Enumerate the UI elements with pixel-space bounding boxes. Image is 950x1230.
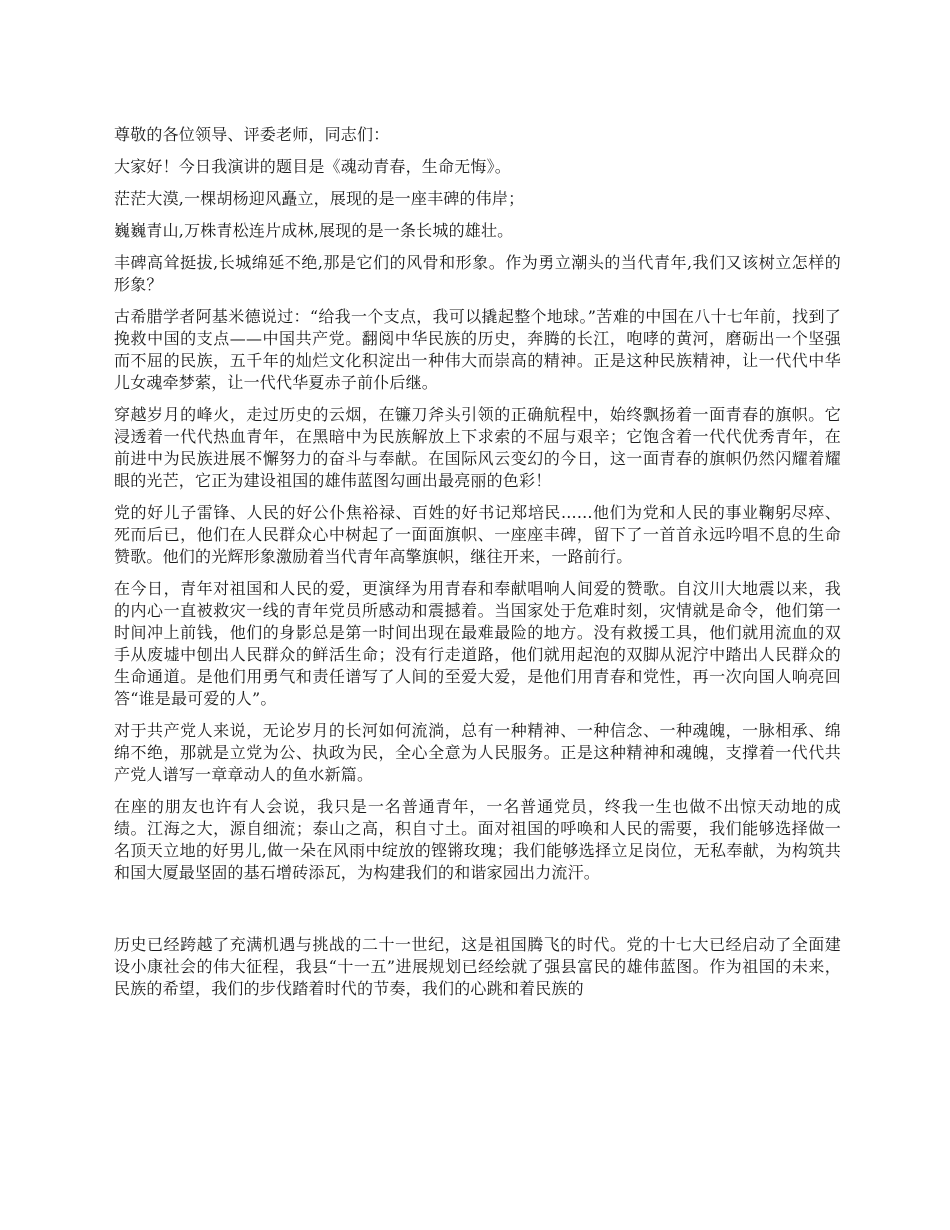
paragraph: 茫茫大漠,一棵胡杨迎风矗立，展现的是一座丰碑的伟岸； [114, 189, 525, 208]
salutation: 尊敬的各位领导、评委老师，同志们： [114, 125, 390, 144]
paragraph: 在今日，青年对祖国和人民的爱，更演绎为用青春和奉献唱响人间爱的赞歌。自汶川大地震以来，我的内心一直被救灾一线的青年党员所感动和震撼着。当国家处于危难时刻，灾情就是命令，他们第一时间冲上前钱，他们的身影总是第一时间出现在最难最险的地方。没有救援工具，他们就用流血的双手从废墟中刨出人民群众的鲜活生命；没有行走道路，他们就用起泡的双脚从泥泞中踏出人民群众的生命通道。是他们用勇气和责任谱写了人间的至爱大爱，是他们用青春和党性，再一次向国人响亮回答“谁是最可爱的人”。 [114, 579, 841, 708]
document-body [114, 124, 841, 1010]
paragraph: 巍巍青山,万株青松连片成林,展现的是一条长城的雄壮。 [114, 221, 514, 240]
speech-title-line: 大家好！今日我演讲的题目是《魂动青春，生命无悔》。 [114, 157, 512, 176]
paragraph: 穿越岁月的峰火，走过历史的云烟，在镰刀斧头引领的正确航程中，始终飘扬着一面青春的旗帜。它浸透着一代代热血青年，在黑暗中为民族解放上下求索的不屈与艰辛；它饱含着一代代优秀青年，在前进中为民族进展不懈努力的奋斗与奉献。在国际风云变幻的今日，这一面青春的旗帜仍然闪耀着耀眼的光芒，它正为建设祖国的雄伟蓝图勾画出最亮丽的色彩！ [114, 405, 841, 490]
paragraph: 党的好儿子雷锋、人民的好公仆焦裕禄、百姓的好书记郑培民......他们为党和人民的事业鞠躬尽瘁、死而后已，他们在人民群众心中树起了一面面旗帜、一座座丰碑，留下了一首首永远吟唱不息的生命赞歌。他们的光辉形象激励着当代青年高擎旗帜，继往开来，一路前行。 [114, 503, 841, 566]
paragraph: 在座的朋友也许有人会说，我只是一名普通青年，一名普通党员，终我一生也做不出惊天动地的成绩。江海之大，源自细流；泰山之高，积自寸土。面对祖国的呼唤和人民的需要，我们能够选择做一名顶天立地的好男儿,做一朵在风雨中绽放的铿锵玫瑰；我们能够选择立足岗位，无私奉献，为构筑共和国大厦最坚固的基石增砖添瓦，为构建我们的和谐家园出力流汗。 [114, 797, 841, 882]
paragraph: 古希腊学者阿基米德说过：“给我一个支点，我可以撬起整个地球。”苦难的中国在八十七年前，找到了挽救中国的支点——中国共产党。翻阅中华民族的历史，奔腾的长江，咆哮的黄河，磨砺出一个坚强而不屈的民族，五千年的灿烂文化积淀出一种伟大而崇高的精神。正是这种民族精神，让一代代中华儿女魂牵梦萦，让一代代华夏赤子前仆后继。 [114, 307, 841, 392]
paragraph: 丰碑高耸挺拔,长城绵延不绝,那是它们的风骨和形象。作为勇立潮头的当代青年,我们又该树立怎样的形象？ [114, 253, 841, 294]
paragraph: 历史已经跨越了充满机遇与挑战的二十一世纪，这是祖国腾飞的时代。党的十七大已经启动了全面建设小康社会的伟大征程，我县“十一五”进展规划已经绘就了强县富民的雄伟蓝图。作为祖国的未来，民族的希望，我们的步伐踏着时代的节奏，我们的心跳和着民族的 [114, 935, 841, 998]
paragraph: 对于共产党人来说，无论岁月的长河如何流淌，总有一种精神、一种信念、一种魂魄，一脉相承、绵绵不绝，那就是立党为公、执政为民，全心全意为人民服务。正是这种精神和魂魄，支撑着一代代共产党人谱写一章章动人的鱼水新篇。 [114, 721, 841, 784]
